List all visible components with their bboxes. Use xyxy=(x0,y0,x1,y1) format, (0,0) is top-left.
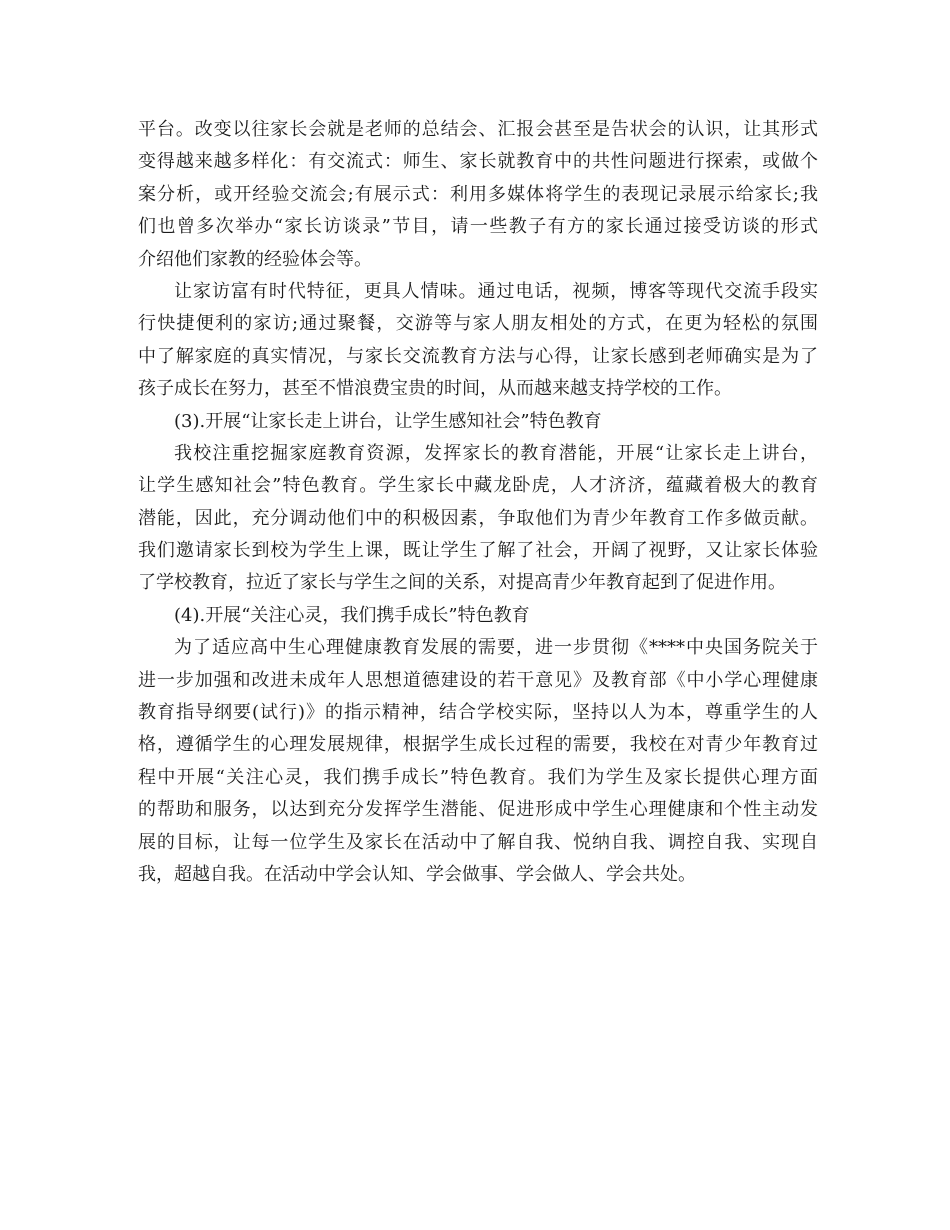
text-line: 案分析，或开经验交流会;有展示式：利用多媒体将学生的表现记录展示给家长;我 xyxy=(138,183,818,205)
text-line: 我们邀请家长到校为学生上课，既让学生了解了社会，开阔了视野，又让家长体验 xyxy=(138,540,818,562)
paragraph-first-line: 为了适应高中生心理健康教育发展的需要，进一步贯彻《****中央国务院关于 xyxy=(174,637,818,659)
text-line: 让学生感知社会”特色教育。学生家长中藏龙卧虎，人才济济，蕴藏着极大的教育 xyxy=(138,475,818,497)
text-line: 了学校教育，拉近了家长与学生之间的关系，对提高青少年教育起到了促进作用。 xyxy=(138,572,786,594)
paragraph-first-line: (4).开展“关注心灵，我们携手成长”特色教育 xyxy=(174,604,530,626)
text-line: 进一步加强和改进未成年人思想道德建设的若干意见》及教育部《中小学心理健康 xyxy=(138,669,818,691)
document-page xyxy=(138,114,818,891)
text-line: 程中开展“关注心灵，我们携手成长”特色教育。我们为学生及家长提供心理方面 xyxy=(138,766,818,788)
text-line: 我，超越自我。在活动中学会认知、学会做事、学会做人、学会共处。 xyxy=(138,863,696,885)
text-line: 孩子成长在努力，甚至不惜浪费宝贵的时间，从而越来越支持学校的工作。 xyxy=(138,378,732,400)
paragraph-first-line: 我校注重挖掘家庭教育资源，发挥家长的教育潜能，开展“让家长走上讲台， xyxy=(174,442,818,464)
text-line: 格，遵循学生的心理发展规律，根据学生成长过程的需要，我校在对青少年教育过 xyxy=(138,734,818,756)
text-line: 平台。改变以往家长会就是老师的总结会、汇报会甚至是告状会的认识，让其形式 xyxy=(138,119,818,140)
paragraph-first-line: 让家访富有时代特征，更具人情味。通过电话，视频，博客等现代交流手段实 xyxy=(174,280,818,302)
paragraph-first-line: (3).开展“让家长走上讲台，让学生感知社会”特色教育 xyxy=(174,410,602,432)
text-line: 介绍他们家教的经验体会等。 xyxy=(138,248,372,270)
text-line: 中了解家庭的真实情况，与家长交流教育方法与心得，让家长感到老师确实是为了 xyxy=(138,345,818,367)
text-line: 教育指导纲要(试行)》的指示精神，结合学校实际，坚持以人为本，尊重学生的人 xyxy=(138,702,818,724)
text-line: 的帮助和服务，以达到充分发挥学生潜能、促进形成中学生心理健康和个性主动发 xyxy=(138,799,818,821)
text-line: 变得越来越多样化：有交流式：师生、家长就教育中的共性问题进行探索，或做个 xyxy=(138,151,818,173)
text-line: 展的目标，让每一位学生及家长在活动中了解自我、悦纳自我、调控自我、实现自 xyxy=(138,831,818,853)
text-line: 潜能，因此，充分调动他们中的积极因素，争取他们为青少年教育工作多做贡献。 xyxy=(138,507,818,529)
text-line: 行快捷便利的家访;通过聚餐，交游等与家人朋友相处的方式，在更为轻松的氛围 xyxy=(138,313,818,335)
text-line: 们也曾多次举办“家长访谈录”节目，请一些教子有方的家长通过接受访谈的形式 xyxy=(138,216,818,238)
